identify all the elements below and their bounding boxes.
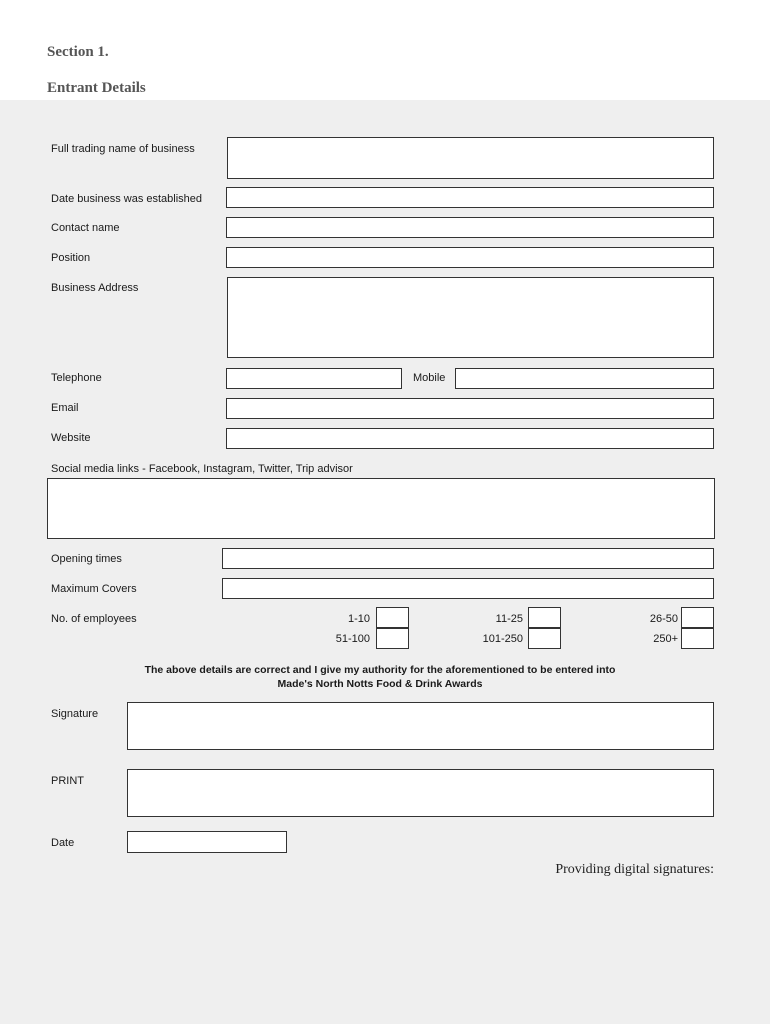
contact-name-label: Contact name (51, 222, 120, 234)
employee-option-label: 11-25 (495, 613, 523, 625)
employee-option-checkbox[interactable] (528, 607, 561, 628)
mobile-input[interactable] (455, 368, 714, 389)
employee-option-label: 250+ (653, 633, 678, 645)
employee-option-label: 26-50 (649, 613, 678, 625)
signature-input[interactable] (127, 702, 714, 750)
opening-times-input[interactable] (222, 548, 714, 569)
employee-option-label: 101-250 (482, 633, 523, 645)
section-number: Section 1. (47, 44, 109, 60)
date-established-input[interactable] (226, 187, 714, 208)
email-label: Email (51, 402, 79, 414)
signature-label: Signature (51, 708, 99, 720)
position-label: Position (51, 252, 91, 264)
declaration-line-1: The above details are correct and I give my authority for the aforementioned to be entered into (144, 664, 616, 676)
print-name-input[interactable] (127, 769, 714, 817)
social-media-input[interactable] (47, 478, 715, 539)
date-input[interactable] (127, 831, 287, 853)
date-established-label: Date business was established (51, 193, 203, 205)
position-input[interactable] (226, 247, 714, 268)
employee-option-label: 1-10 (347, 613, 370, 625)
business-address-input[interactable] (227, 277, 714, 358)
employee-option-checkbox[interactable] (681, 607, 714, 628)
employees-label: No. of employees (51, 613, 137, 625)
employee-option-checkbox[interactable] (376, 607, 409, 628)
maximum-covers-input[interactable] (222, 578, 714, 599)
date-label: Date (51, 837, 75, 849)
social-media-label: Social media links - Facebook, Instagram, Twitter, Trip advisor (51, 463, 353, 475)
email-input[interactable] (226, 398, 714, 419)
mobile-label: Mobile (413, 372, 446, 384)
employee-option-checkbox[interactable] (376, 628, 409, 649)
maximum-covers-label: Maximum Covers (51, 583, 137, 595)
website-input[interactable] (226, 428, 714, 449)
digital-signatures-heading: Providing digital signatures: (555, 862, 714, 877)
declaration-line-2: Made's North Notts Food & Drink Awards (277, 678, 483, 690)
business-address-label: Business Address (51, 282, 139, 294)
employee-option-label: 51-100 (335, 633, 370, 645)
trading-name-label: Full trading name of business (51, 143, 195, 155)
print-label: PRINT (51, 775, 84, 787)
website-label: Website (51, 432, 91, 444)
contact-name-input[interactable] (226, 217, 714, 238)
telephone-input[interactable] (226, 368, 402, 389)
trading-name-input[interactable] (227, 137, 714, 179)
employee-option-checkbox[interactable] (681, 628, 714, 649)
opening-times-label: Opening times (51, 553, 122, 565)
telephone-label: Telephone (51, 372, 102, 384)
section-title: Entrant Details (47, 80, 146, 96)
employee-option-checkbox[interactable] (528, 628, 561, 649)
